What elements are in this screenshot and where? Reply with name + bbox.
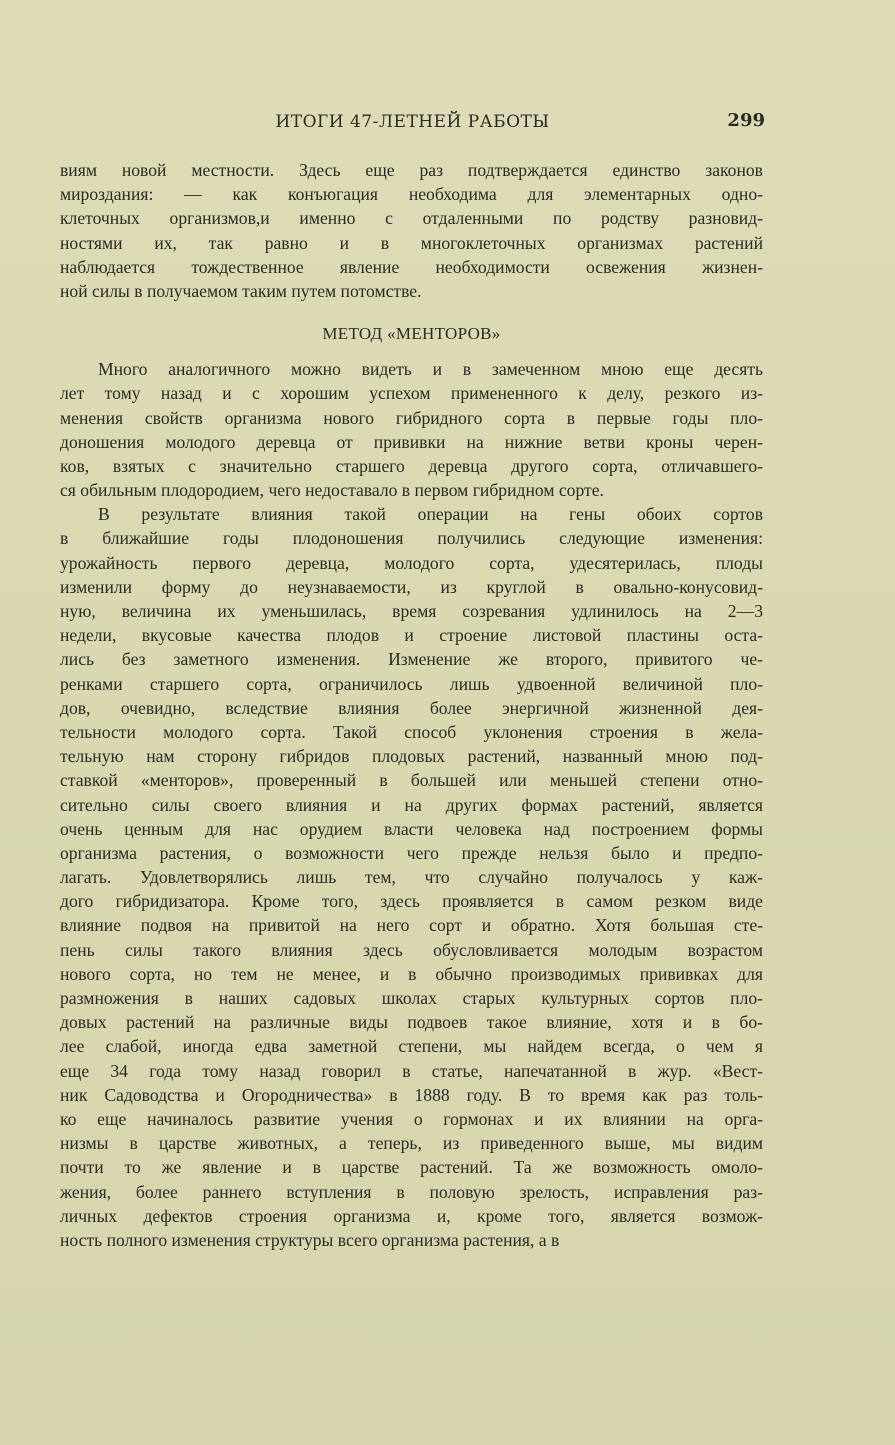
text-line: ностями их, так равно и в многоклеточных организмах растений — [60, 232, 763, 253]
page-number: 299 — [727, 110, 765, 131]
text-line: ренками старшего сорта, ограничилось лишь удвоенной величиной пло- — [60, 673, 763, 694]
text-line: почти то же явление и в царстве растений. Та же возможность омоло- — [60, 1157, 763, 1178]
text-line: клеточных организмов,и именно с отдаленными по родству разновид- — [60, 208, 763, 229]
text-line: виям новой местности. Здесь еще раз подтверждается единство законов — [60, 160, 763, 180]
text-line: дов, очевидно, вследствие влияния более энергичной жизненной дея- — [60, 697, 763, 718]
text-line: довых растений на различные виды подвоев такое влияние, хотя и в бо- — [60, 1012, 763, 1033]
text-line: Много аналогичного можно видеть и в замеченном мною еще десять — [98, 359, 763, 380]
text-line: ник Садоводства и Огородничества» в 1888 году. В то время как раз толь- — [60, 1084, 763, 1105]
running-title: ИТОГИ 47-ЛЕТНЕЙ РАБОТЫ — [275, 112, 550, 132]
text-line: наблюдается тождественное явление необходимости освежения жизнен- — [60, 256, 763, 277]
text-line: тельную нам сторону гибридов плодовых растений, названный мною под- — [60, 746, 763, 767]
section-title: МЕТОД «МЕНТОРОВ» — [322, 324, 501, 344]
text-line: еще 34 года тому назад говорил в статье, напечатанной в жур. «Вест- — [60, 1060, 763, 1081]
text-line: личных дефектов строения организма и, кроме того, является возмож- — [60, 1205, 763, 1226]
text-line: лагать. Удовлетворялись лишь тем, что случайно получалось у каж- — [60, 867, 763, 888]
text-line: нового сорта, но тем не менее, и в обычно производимых прививках для — [60, 963, 763, 984]
text-line: жения, более раннего вступления в половую зрелость, исправления раз- — [60, 1181, 763, 1202]
text-line: влияние подвоя на привитой на него сорт и обратно. Хотя большая сте- — [60, 915, 763, 936]
paragraph-1 — [60, 158, 763, 303]
text-line: ко еще начиналось развитие учения о гормонах и их влиянии на орга- — [60, 1108, 763, 1129]
text-line: мироздания: — как конъюгация необходима для элементарных одно- — [60, 184, 763, 205]
text-line: изменили форму до неузнаваемости, из круглой в овально-конусовид- — [60, 576, 763, 597]
text-line: сительно силы своего влияния и на других формах растений, является — [60, 794, 763, 815]
page-header — [60, 110, 765, 136]
text-line: в ближайшие годы плодоношения получились следующие изменения: — [60, 528, 763, 549]
text-line: ставкой «менторов», проверенный в большей или меньшей степени отно- — [60, 770, 763, 791]
text-line: низмы в царстве животных, а теперь, из приведенного выше, мы видим — [60, 1133, 763, 1154]
text-line: доношения молодого деревца от прививки на нижние ветви кроны черен- — [60, 431, 763, 452]
text-line: ков, взятых с значительно старшего деревца другого сорта, отличавшего- — [60, 455, 763, 476]
text-line: ной силы в получаемом таким путем потомстве. — [60, 280, 422, 301]
text-line: В результате влияния такой операции на гены обоих сортов — [98, 504, 763, 525]
text-line: лись без заметного изменения. Изменение же второго, привитого че- — [60, 649, 763, 670]
body-text — [60, 158, 763, 1252]
text-line: ся обильным плодородием, чего недоставало в первом гибридном сорте. — [60, 480, 604, 501]
text-line: тельности молодого сорта. Такой способ уклонения строения в жела- — [60, 721, 763, 742]
text-line: очень ценным для нас орудием власти человека над построением формы — [60, 818, 763, 839]
text-line: дого гибридизатора. Кроме того, здесь проявляется в самом резком виде — [60, 891, 763, 912]
text-line: урожайность первого деревца, молодого сорта, удесятерилась, плоды — [60, 552, 763, 573]
text-line: пень силы такого влияния здесь обусловливается молодым возрастом — [60, 939, 763, 960]
paragraph-2 — [60, 357, 763, 502]
text-line: лет тому назад и с хорошим успехом примененного к делу, резкого из- — [60, 383, 763, 404]
text-line: лее слабой, иногда едва заметной степени, мы найдем всегда, о чем я — [60, 1036, 763, 1057]
text-line: недели, вкусовые качества плодов и строение листовой пластины оста- — [60, 625, 763, 646]
text-line: ность полного изменения структуры всего организма растения, а в — [60, 1229, 560, 1250]
text-line: менения свойств организма нового гибридного сорта в первые годы пло- — [60, 407, 763, 428]
paragraph-3 — [60, 502, 763, 1252]
text-line: организма растения, о возможности чего прежде нельзя было и предпо- — [60, 842, 763, 863]
text-line: размножения в наших садовых школах старых культурных сортов пло- — [60, 988, 763, 1008]
text-line: ную, величина их уменьшилась, время созревания удлинилось на 2—3 — [60, 601, 763, 621]
